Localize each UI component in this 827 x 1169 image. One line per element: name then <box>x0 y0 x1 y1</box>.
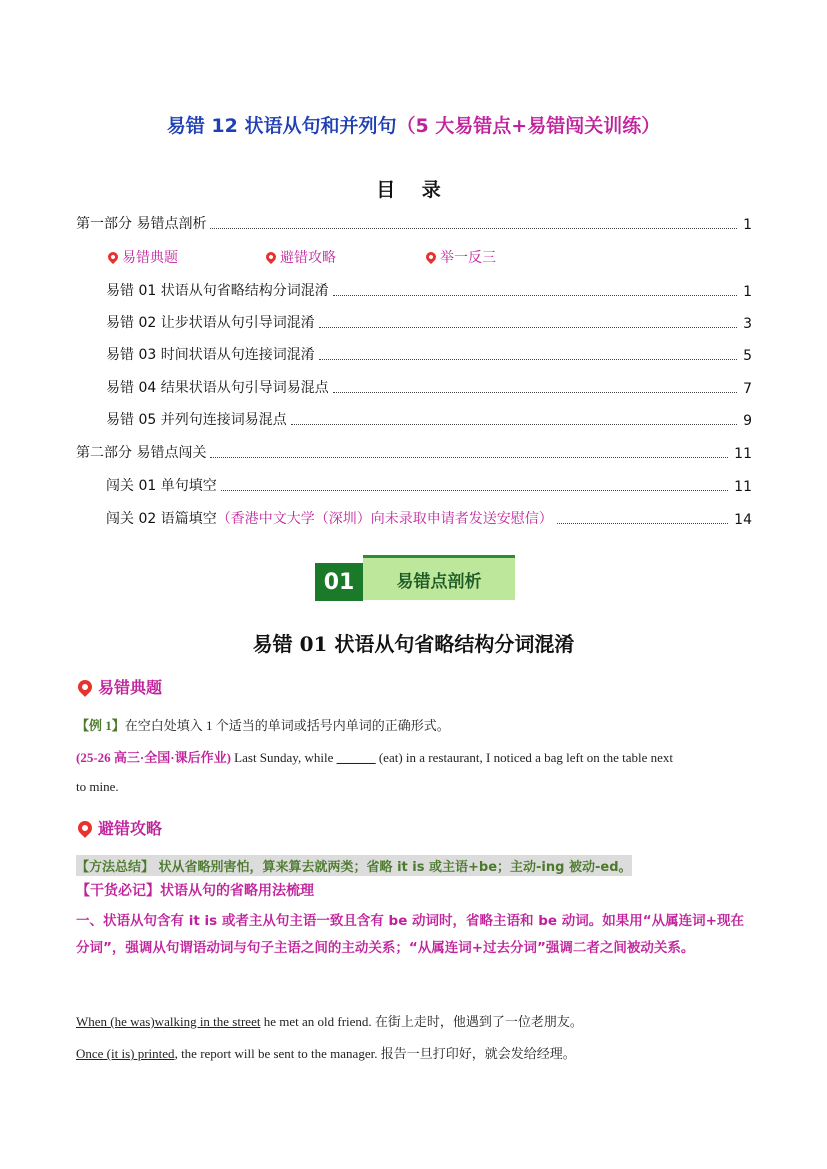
rule-paragraph: 一、状语从句含有 it is 或者主从句主语一致且含有 be 动词时，省略主语和 be 动词。如果用“从属连词+现在分词”，强调从句谓语动词与句子主语之间的主动关系；“从属连词+过去分词”强调二者之间被动关系。 <box>76 913 744 956</box>
section-banner <box>315 553 515 603</box>
toc-leader <box>333 295 737 296</box>
example-question: (25-26 高三·全国·课后作业) Last Sunday, while ______ (eat) in a restaurant, I noticed a bag left on the table next <box>76 750 674 765</box>
toc-item-3[interactable] <box>106 344 752 364</box>
location-pin-icon <box>424 250 438 264</box>
toc-leader <box>319 359 737 360</box>
title-main: 易错 12 状语从句和并列句 <box>166 115 397 137</box>
avoid-heading: 避错攻略 <box>78 816 162 839</box>
toc-item-label: 易错 02 让步状语从句引导词混淆 <box>106 315 315 331</box>
dry-goods-heading: 【干货必记】状语从句的省略用法梳理 <box>76 883 314 899</box>
question-source: (25-26 高三·全国·课后作业) <box>76 750 231 765</box>
toc-page: 5 <box>743 348 752 364</box>
toc-page: 14 <box>734 512 752 528</box>
toc-item-2[interactable] <box>106 312 752 332</box>
toc-part2-label: 第二部分 易错点闯关 <box>76 445 207 461</box>
toc-item-note: （香港中文大学（深圳）向未录取申请者发送安慰信） <box>216 511 553 527</box>
toc-page: 7 <box>743 381 752 397</box>
toc-item-label: 闯关 01 单句填空 <box>106 478 217 494</box>
toc-item-5[interactable] <box>106 409 752 429</box>
toc-page: 3 <box>743 316 752 332</box>
location-pin-icon <box>106 250 120 264</box>
toc-part1[interactable] <box>76 213 752 233</box>
document-title <box>0 111 827 138</box>
answer-blank[interactable]: ______ <box>336 750 376 765</box>
toc-leader <box>210 457 728 458</box>
toc-page: 9 <box>743 413 752 429</box>
typical-heading: 易错典题 <box>78 675 162 698</box>
toc-leader <box>557 523 728 524</box>
example-question-line2: to mine. <box>76 779 119 794</box>
banner-text: 易错点剖析 <box>363 555 515 600</box>
location-pin-icon <box>75 677 95 697</box>
toc-page: 1 <box>743 284 752 300</box>
toc-item-7[interactable] <box>106 508 752 528</box>
toc-item-6[interactable] <box>106 475 752 495</box>
toc-page: 1 <box>743 217 752 233</box>
toc-item-label: 易错 04 结果状语从句引导词易混点 <box>106 380 329 396</box>
location-pin-icon <box>264 250 278 264</box>
location-pin-icon <box>75 818 95 838</box>
legend-typical: 易错典题 <box>108 247 178 267</box>
toc-part1-label: 第一部分 易错点剖析 <box>76 216 207 232</box>
toc-leader <box>333 392 737 393</box>
method-summary: 【方法总结】 状从省略别害怕，算来算去就两类；省略 it is 或主语+be；主动-ing 被动-ed。 <box>76 855 632 876</box>
example-sentence-2: Once (it is) printed, the report will be sent to the manager. 报告一旦打印好，就会发给经理。 <box>76 1046 576 1061</box>
toc-page: 11 <box>734 446 752 462</box>
section-heading: 易错 01 状语从句省略结构分词混淆 <box>252 632 575 656</box>
toc-item-label: 易错 01 状语从句省略结构分词混淆 <box>106 283 329 299</box>
toc-heading: 目 录 <box>376 179 451 201</box>
example-sentence-1: When (he was)walking in the street he met an old friend. 在街上走时，他遇到了一位老朋友。 <box>76 1014 583 1029</box>
toc-item-1[interactable] <box>106 280 752 300</box>
toc-leader <box>221 490 728 491</box>
toc-item-label: 易错 05 并列句连接词易混点 <box>106 412 287 428</box>
title-sub: （5 大易错点+易错闯关训练） <box>396 115 661 137</box>
toc-leader <box>291 424 737 425</box>
toc-item-label: 闯关 02 语篇填空（香港中文大学（深圳）向未录取申请者发送安慰信） <box>106 511 553 527</box>
legend-avoid: 避错攻略 <box>266 247 336 267</box>
toc-page: 11 <box>734 479 752 495</box>
toc-leader <box>319 327 737 328</box>
legend-practice: 举一反三 <box>426 247 496 267</box>
toc-item-4[interactable] <box>106 377 752 397</box>
toc-leader <box>210 228 737 229</box>
banner-number: 01 <box>315 563 363 601</box>
toc-part2[interactable] <box>76 442 752 462</box>
example-tag: 【例 1】 <box>76 718 125 733</box>
example-instruction: 【例 1】在空白处填入 1 个适当的单词或括号内单词的正确形式。 <box>76 718 450 733</box>
toc-item-label: 易错 03 时间状语从句连接词混淆 <box>106 347 315 363</box>
